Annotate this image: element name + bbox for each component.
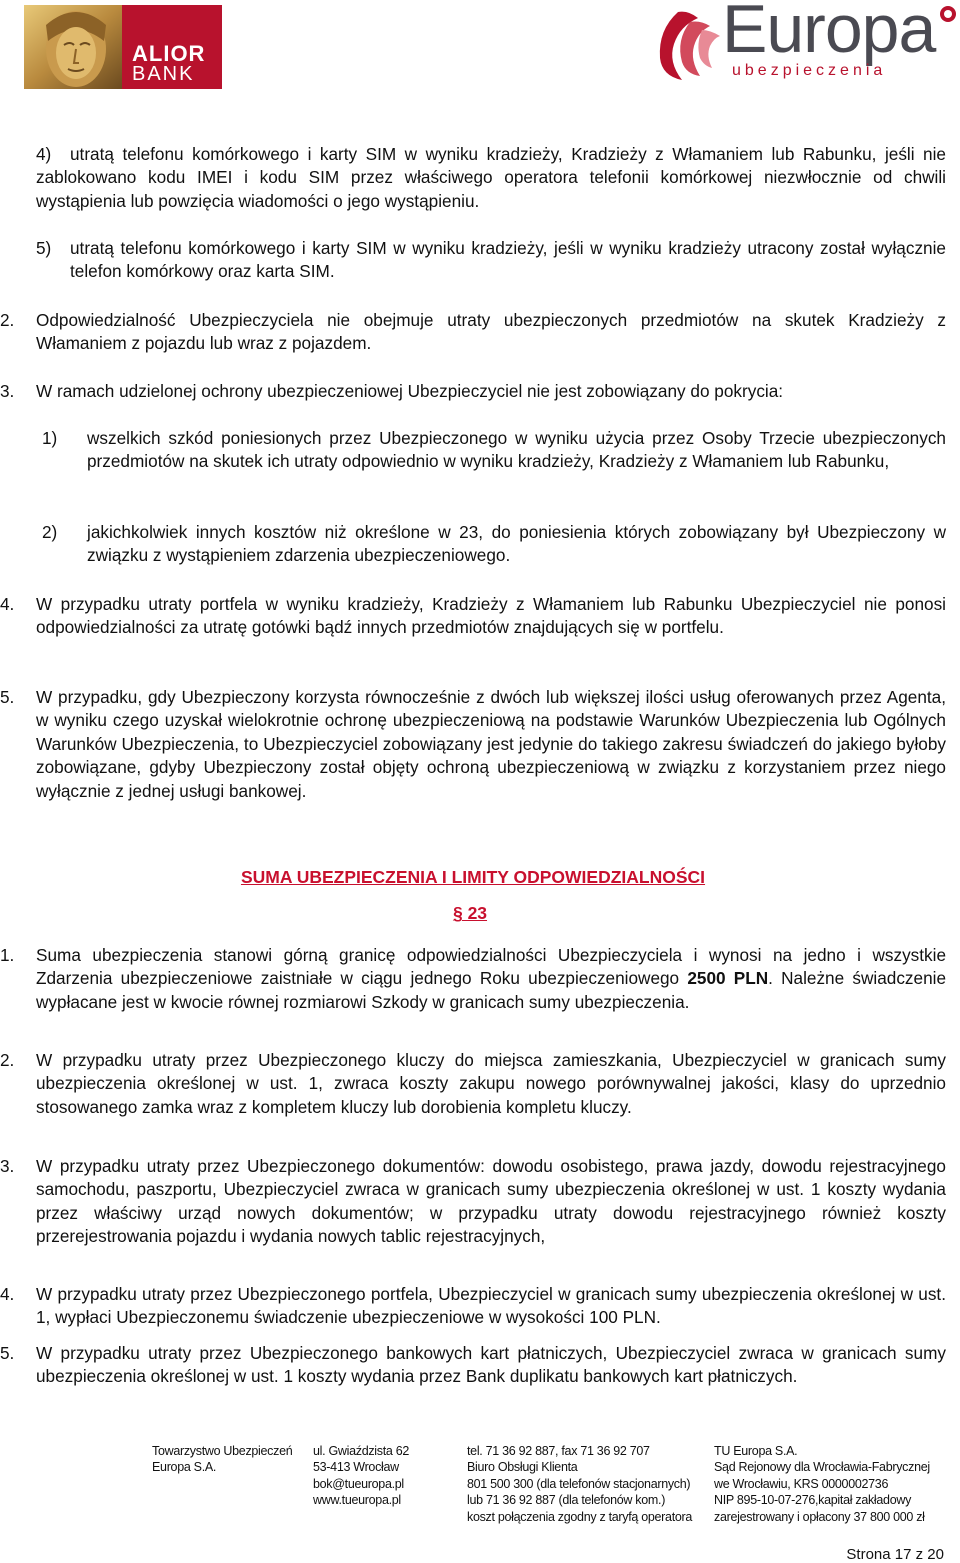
footer-company — [152, 1443, 292, 1476]
s23-paragraph-5-number: 5. — [0, 1343, 15, 1363]
paragraph-3-item-2-text: jakichkolwiek innych kosztów niż określone w 23, do poniesienia których zobowiązany był Ubezpieczony w związku z wystąpieniem zdarzenia ubezpieczeniowego. — [87, 522, 946, 566]
paragraph-4 — [0, 593, 946, 640]
paragraph-3 — [0, 380, 946, 403]
s23-paragraph-4-number: 4. — [0, 1284, 15, 1304]
s23-paragraph-1-number: 1. — [0, 945, 15, 965]
europa-logo-sub: ubezpieczenia — [732, 62, 887, 79]
s23-p1-text-b: . Należne świadczenie wypłacane jest w kwocie równej rozmiarowi Szkody w granicach sumy ubezpieczenia. — [36, 968, 947, 1012]
s23-paragraph-2 — [0, 1049, 946, 1119]
footer-contact-line: Biuro Obsługi Klienta — [467, 1460, 578, 1475]
s23-paragraph-3-number: 3. — [0, 1156, 15, 1176]
paragraph-2-text: Odpowiedzialność Ubezpieczyciela nie obejmuje utraty ubezpieczonych przedmiotów na skutek Kradzieży z Włamaniem z pojazdu lub wraz z pojazdem. — [36, 310, 946, 354]
footer-website[interactable]: www.tueuropa.pl — [313, 1493, 401, 1508]
footer-email[interactable]: bok@tueuropa.pl — [313, 1476, 404, 1491]
s23-paragraph-2-text: W przypadku utraty przez Ubezpieczonego kluczy do miejsca zamieszkania, Ubezpieczyciel w granicach sumy ubezpieczenia określonej w ust. 1, zwraca koszty zakupu nowego porównywalnej jakości, klasy do uprzednio stosowanego zamka wraz z kompletem kluczy lub dorobienia kompletu kluczy. — [36, 1050, 946, 1117]
s23-paragraph-5-text: W przypadku utraty przez Ubezpieczonego bankowych kart płatniczych, Ubezpieczyciel zwraca w granicach sumy ubezpieczenia określonej w ust. 1 koszty wydania przez Bank duplikatu bankowych kart płatniczych. — [36, 1343, 946, 1387]
paragraph-3-item-2-number: 2) — [42, 522, 58, 542]
s23-paragraph-1 — [0, 944, 947, 1014]
paragraph-5-number: 5. — [0, 687, 15, 707]
s23-paragraph-2-number: 2. — [0, 1050, 15, 1070]
footer-address — [313, 1443, 409, 1509]
footer-contact-line: 801 500 300 (dla telefonów stacjonarnych) — [467, 1476, 691, 1491]
item-4-text: utratą telefonu komórkowego i karty SIM w wyniku kradzieży, Kradzieży z Włamaniem lub Rabunku, jeśli nie zablokowano kodu IMEI i kodu SIM przez właściwego operatora telefonii komórkowej niezwłocznie od chwili wystąpienia lub powzięcia wiadomości o jego wystąpieniu. — [36, 144, 946, 211]
paragraph-5-text: W przypadku, gdy Ubezpieczony korzysta równocześnie z dwóch lub większej ilości usług oferowanych przez Agenta, w wyniku czego uzyskał wielokrotnie ochronę ubezpieczeniową na podstawie Warunków Ubezpieczenia lub Ogólnych Warunków Ubezpieczenia, to Ubezpieczyciel zobowiązany jest jedynie do takiego zakresu świadczeń do jakiego byłoby zobowiązane, gdyby Ubezpieczony został objęty ochroną ubezpieczeniową w związku z korzystaniem przez niego wyłącznie z jednej usługi bankowej. — [36, 687, 946, 801]
footer-registration — [714, 1443, 930, 1525]
item-5-text: utratą telefonu komórkowego i karty SIM w wyniku kradzieży, jeśli w wyniku kradzieży utracony został wyłącznie telefon komórkowy oraz karta SIM. — [70, 238, 946, 282]
paragraph-3-item-1 — [42, 427, 946, 474]
footer-contact — [467, 1443, 692, 1525]
s23-paragraph-4-text: W przypadku utraty przez Ubezpieczonego portfela, Ubezpieczyciel w granicach sumy ubezpieczenia określonej w ust. 1, wypłaci Ubezpieczonemu świadczenie ubezpieczeniowe w wysokości 100 PLN. — [36, 1284, 946, 1328]
paragraph-3-text: W ramach udzielonej ochrony ubezpieczeniowej Ubezpieczyciel nie jest zobowiązany do pokrycia: — [36, 381, 784, 401]
item-4 — [36, 143, 946, 213]
s23-p1-amount: 2500 PLN — [687, 968, 769, 989]
s23-paragraph-3 — [0, 1155, 946, 1249]
alior-logo-line2: BANK — [132, 63, 195, 85]
footer-company-line: Towarzystwo Ubezpieczeń — [152, 1444, 293, 1458]
s23-paragraph-3-text: W przypadku utraty przez Ubezpieczonego dokumentów: dowodu osobistego, prawa jazdy, dowodu rejestracyjnego samochodu, paszportu, Ubezpieczyciel zwraca w granicach sumy ubezpieczenia określonej w ust. 1 koszty wydania przez właściwy urząd nowych dokumentów; w przypadku utraty dowodu rejestracyjnego również koszty przerejestrowania pojazdu i wydania nowych tablic rejestracyjnych, — [36, 1156, 946, 1247]
paragraph-3-item-1-number: 1) — [42, 428, 58, 448]
item-5-number: 5) — [36, 238, 52, 258]
footer-address-line: ul. Gwiaździsta 62 — [313, 1444, 410, 1458]
alior-bank-logo — [24, 5, 222, 89]
page-number: Strona 17 z 20 — [846, 1546, 944, 1563]
paragraph-4-text: W przypadku utraty portfela w wyniku kradzieży, Kradzieży z Włamaniem lub Rabunku Ubezpieczyciel nie ponosi odpowiedzialności za utratę gotówki bądź innych przedmiotów znajdujących się w portfelu. — [36, 594, 946, 638]
s23-p1-text-a: Suma ubezpieczenia stanowi górną granicę odpowiedzialności Ubezpieczyciela i wynosi na jedno i wszystkie Zdarzenia ubezpieczeniowe zaistniałe w ciągu jednego Roku ubezpieczeniowego — [36, 945, 946, 989]
paragraph-2 — [0, 309, 946, 356]
item-4-number: 4) — [36, 144, 52, 164]
section-number: § 23 — [452, 903, 488, 923]
footer-company-line: Europa S.A. — [152, 1460, 217, 1475]
item-5 — [36, 237, 946, 284]
alior-logo-line1: ALIOR — [132, 41, 206, 66]
s23-paragraph-1-text — [36, 944, 946, 1014]
footer-registration-line: NIP 895-10-07-276,kapitał zakładowy — [714, 1493, 912, 1508]
footer-registration-line: we Wrocławiu, KRS 0000002736 — [714, 1476, 889, 1491]
footer-registration-line: zarejestrowany i opłacony 37 800 000 zł — [714, 1509, 925, 1524]
europa-ubezpieczenia-logo — [648, 0, 960, 86]
footer-registration-line: Sąd Rejonowy dla Wrocławia-Fabrycznej — [714, 1460, 930, 1475]
paragraph-4-number: 4. — [0, 594, 15, 614]
paragraph-3-item-1-text: wszelkich szkód poniesionych przez Ubezpieczonego w wyniku użycia przez Osoby Trzecie ubezpieczonych przedmiotów na skutek ich utraty odpowiednio w wyniku kradzieży, Kradzieży z Włamaniem lub Rabunku, — [87, 428, 946, 472]
paragraph-2-number: 2. — [0, 310, 15, 330]
footer-registration-line: TU Europa S.A. — [714, 1444, 798, 1458]
footer-address-line: 53-413 Wrocław — [313, 1460, 399, 1475]
footer-contact-line: lub 71 36 92 887 (dla telefonów kom.) — [467, 1493, 666, 1508]
paragraph-3-item-2 — [42, 521, 946, 568]
paragraph-3-number: 3. — [0, 381, 15, 401]
s23-paragraph-4 — [0, 1283, 946, 1330]
s23-paragraph-5 — [0, 1342, 946, 1389]
footer-contact-line: tel. 71 36 92 887, fax 71 36 92 707 — [467, 1444, 650, 1458]
paragraph-5 — [0, 686, 946, 803]
europa-logo-word: Europa — [722, 0, 936, 67]
section-heading: SUMA UBEZPIECZENIA I LIMITY ODPOWIEDZIALNOŚCI — [240, 867, 706, 887]
footer-contact-line: koszt połączenia zgodny z taryfą operatora — [467, 1509, 693, 1524]
